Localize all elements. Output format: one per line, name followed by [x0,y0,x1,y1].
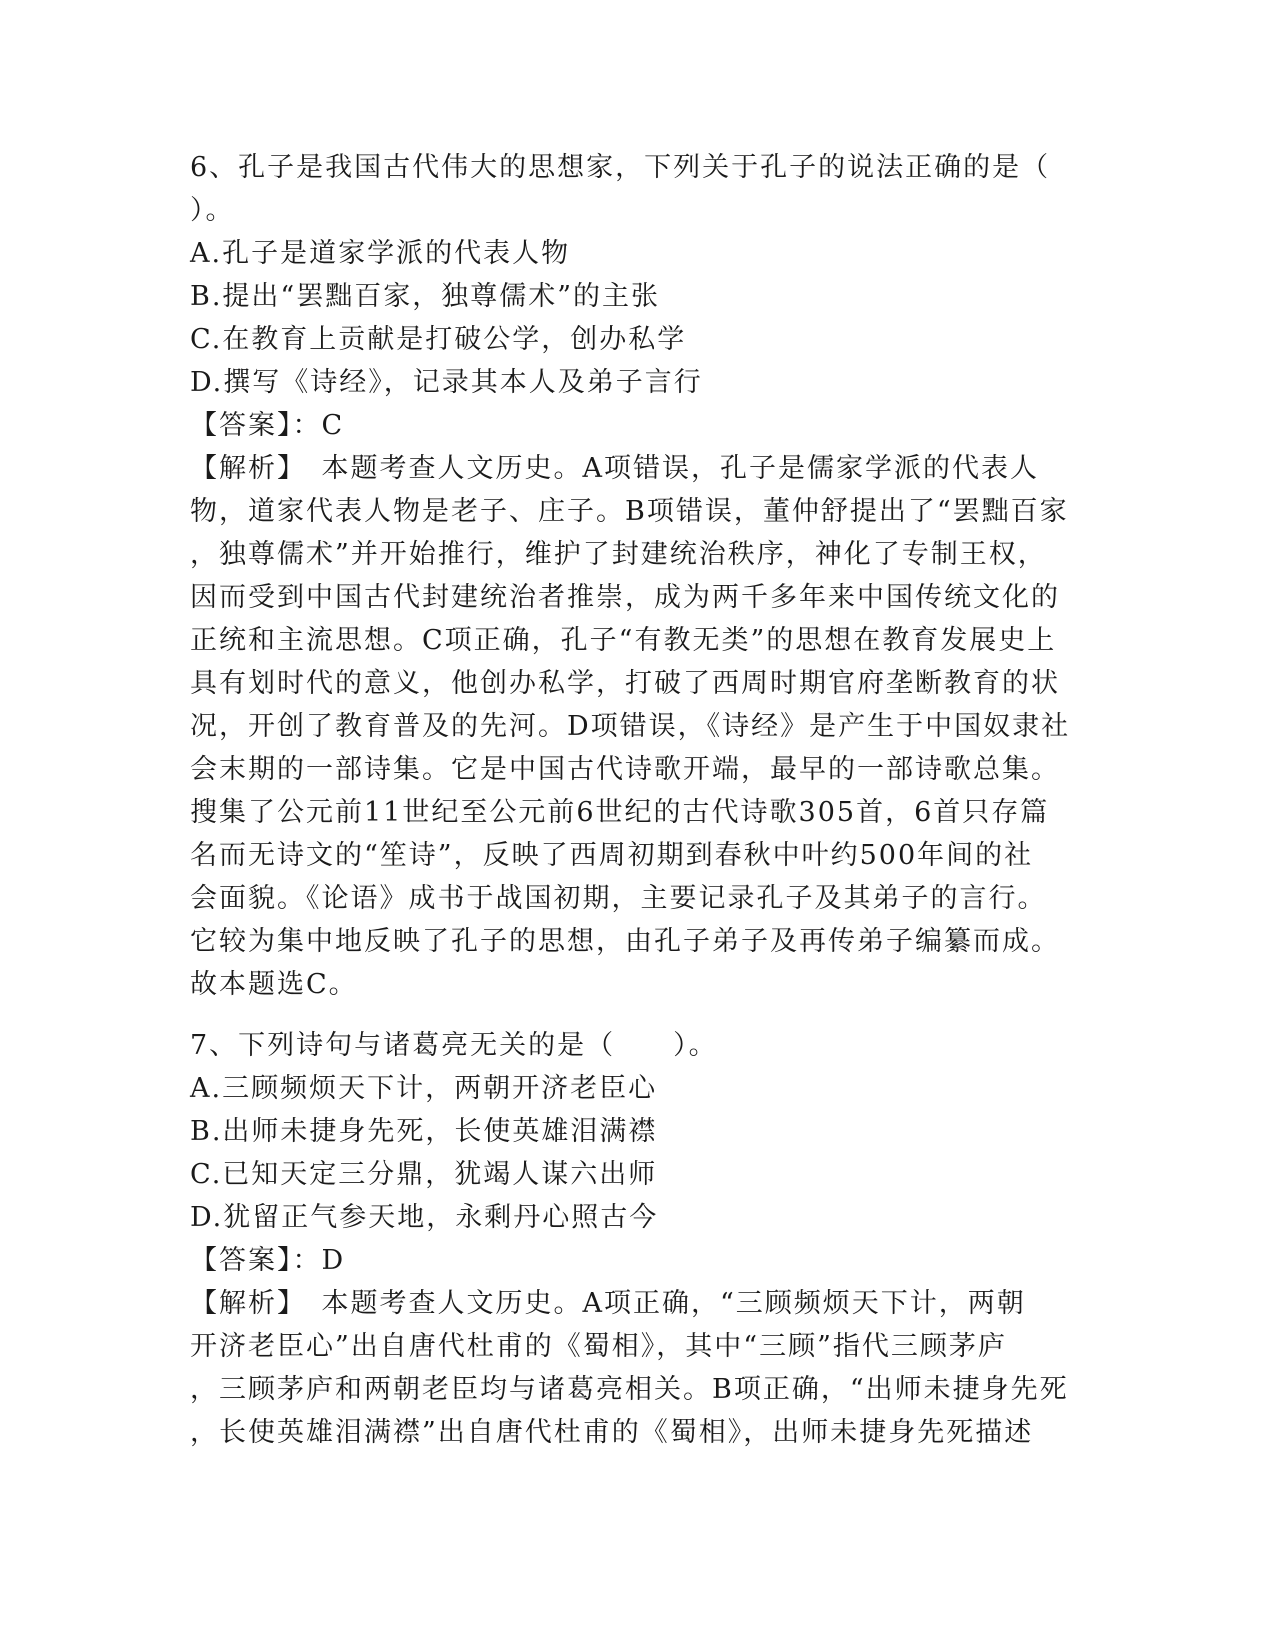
question-gap [190,1006,1090,1024]
analysis-line: ，长使英雄泪满襟”出自唐代杜甫的《蜀相》，出师未捷身先死描述 [190,1417,1034,1448]
analysis-line: 它较为集中地反映了孔子的思想，由孔子弟子及再传弟子编纂而成。 [190,926,1060,957]
analysis-line: 正统和主流思想。C项正确，孔子“有教无类”的思想在教育发展史上 [190,625,1057,656]
analysis-line: ，独尊儒术”并开始推行，维护了封建统治秩序，神化了专制王权， [190,539,1047,570]
analysis-line: 会末期的一部诗集。它是中国古代诗歌开端，最早的一部诗歌总集。 [190,754,1060,785]
question-stem: 7、下列诗句与诸葛亮无关的是（ ）。 [190,1030,718,1061]
option-b: B.出师未捷身先死，长使英雄泪满襟 [190,1116,658,1147]
analysis-line: 因而受到中国古代封建统治者推崇，成为两千多年来中国传统文化的 [190,582,1060,613]
document-page [190,146,1090,1454]
question-stem: ）。 [190,195,235,226]
analysis-line: 故本题选C。 [190,969,358,1000]
question-stem: 6、孔子是我国古代伟大的思想家，下列关于孔子的说法正确的是（ [190,152,1051,183]
question-6 [190,146,1090,1006]
analysis-line: 开济老臣心”出自唐代杜甫的《蜀相》，其中“三顾”指代三顾茅庐 [190,1331,1007,1362]
option-d: D.犹留正气参天地，永剩丹心照古今 [190,1202,659,1233]
option-d: D.撰写《诗经》，记录其本人及弟子言行 [190,367,703,398]
option-c: C.已知天定三分鼎，犹竭人谋六出师 [190,1159,658,1190]
analysis-line: 搜集了公元前11世纪至公元前6世纪的古代诗歌305首，6首只存篇 [190,797,1050,828]
analysis-line: 物，道家代表人物是老子、庄子。B项错误，董仲舒提出了“罢黜百家 [190,496,1069,527]
analysis-line: 具有划时代的意义，他创办私学，打破了西周时期官府垄断教育的状 [190,668,1060,699]
analysis-line: 【解析】 本题考查人文历史。A项错误，孔子是儒家学派的代表人 [190,453,1039,484]
answer: 【答案】：D [190,1245,346,1276]
option-a: A.三顾频烦天下计，两朝开济老臣心 [190,1073,658,1104]
analysis-line: 【解析】 本题考查人文历史。A项正确，“三顾频烦天下计，两朝 [190,1288,1026,1319]
option-c: C.在教育上贡献是打破公学，创办私学 [190,324,687,355]
question-7 [190,1024,1090,1454]
analysis-line: 名而无诗文的“笙诗”，反映了西周初期到春秋中叶约500年间的社 [190,840,1034,871]
option-a: A.孔子是道家学派的代表人物 [190,238,571,269]
answer: 【答案】：C [190,410,345,441]
analysis-line: ，三顾茅庐和两朝老臣均与诸葛亮相关。B项正确，“出师未捷身先死 [190,1374,1069,1405]
analysis-line: 况，开创了教育普及的先河。D项错误，《诗经》是产生于中国奴隶社 [190,711,1071,742]
analysis-line: 会面貌。《论语》成书于战国初期，主要记录孔子及其弟子的言行。 [190,883,1047,914]
option-b: B.提出“罢黜百家，独尊儒术”的主张 [190,281,661,312]
